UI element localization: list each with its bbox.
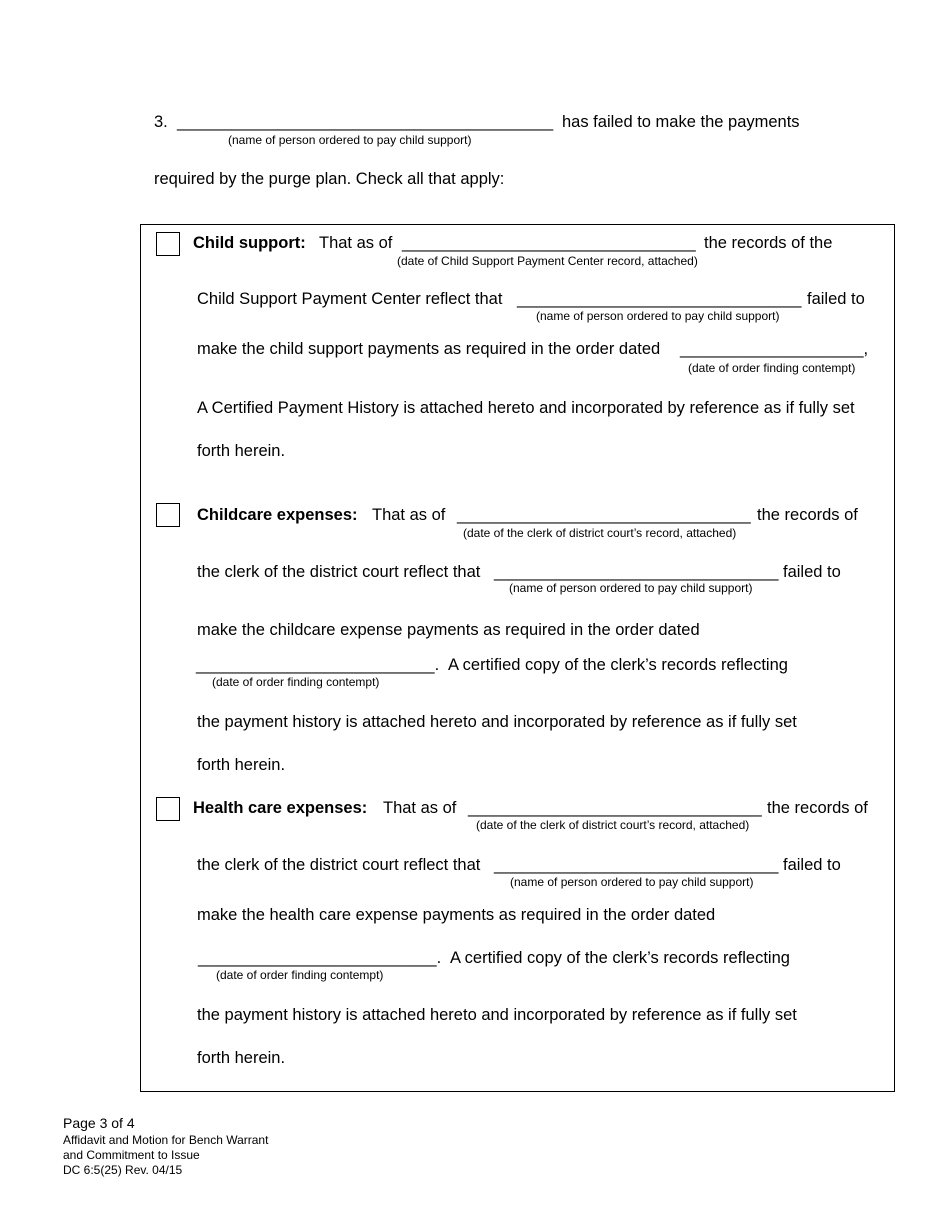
form-title-line1: Affidavit and Motion for Bench Warrant	[63, 1133, 269, 1147]
health-care-line2: the clerk of the district court reflect that	[197, 856, 481, 874]
childcare-heading: Childcare expenses:	[197, 506, 358, 524]
childcare-certified-copy-text: A certified copy of the clerk’s records reflecting	[448, 656, 788, 674]
child-support-order-date-blank[interactable]: ____________________,	[680, 340, 869, 358]
child-support-name-caption: (name of person ordered to pay child support)	[536, 309, 780, 323]
child-support-that-as-of: That as of	[319, 234, 393, 252]
failed-payments-text: has failed to make the payments	[562, 113, 800, 131]
childcare-date-caption: (date of the clerk of district court’s record, attached)	[463, 526, 737, 540]
purge-plan-text: required by the purge plan. Check all that apply:	[154, 170, 505, 188]
childcare-failed-to: failed to	[783, 563, 841, 581]
child-support-date-caption: (date of Child Support Payment Center record, attached)	[397, 254, 698, 268]
child-support-date-blank[interactable]: ________________________________	[402, 234, 696, 252]
health-care-order-date-blank[interactable]: __________________________.	[198, 949, 442, 967]
health-care-line6: forth herein.	[197, 1049, 286, 1067]
health-care-name-caption: (name of person ordered to pay child support)	[510, 875, 754, 889]
health-care-heading: Health care expenses:	[193, 799, 368, 817]
childcare-checkbox[interactable]	[156, 503, 180, 527]
health-care-that-as-of: That as of	[383, 799, 457, 817]
childcare-name-blank[interactable]: _______________________________	[494, 563, 779, 581]
item-number: 3.	[154, 113, 168, 131]
child-support-line2: Child Support Payment Center reflect that	[197, 290, 503, 308]
health-care-checkbox[interactable]	[156, 797, 180, 821]
child-support-line4: A Certified Payment History is attached hereto and incorporated by reference as if fully set	[197, 399, 855, 417]
child-support-line5: forth herein.	[197, 442, 286, 460]
health-care-line5: the payment history is attached hereto and incorporated by reference as if fully set	[197, 1006, 797, 1024]
person-name-caption: (name of person ordered to pay child support)	[228, 133, 472, 147]
health-care-date-blank[interactable]: ________________________________	[468, 799, 762, 817]
health-care-name-blank[interactable]: _______________________________	[494, 856, 779, 874]
childcare-order-date-caption: (date of order finding contempt)	[212, 675, 380, 689]
child-support-name-blank[interactable]: _______________________________	[517, 290, 802, 308]
page-number: Page 3 of 4	[63, 1115, 135, 1131]
health-care-certified-copy-text: A certified copy of the clerk’s records reflecting	[450, 949, 790, 967]
health-care-date-caption: (date of the clerk of district court’s record, attached)	[476, 818, 750, 832]
child-support-line3: make the child support payments as required in the order dated	[197, 340, 661, 358]
childcare-date-blank[interactable]: ________________________________	[457, 506, 751, 524]
childcare-name-caption: (name of person ordered to pay child support)	[509, 581, 753, 595]
child-support-checkbox[interactable]	[156, 232, 180, 256]
child-support-order-date-caption: (date of order finding contempt)	[688, 361, 856, 375]
childcare-line5: the payment history is attached hereto and incorporated by reference as if fully set	[197, 713, 797, 731]
form-number: DC 6:5(25) Rev. 04/15	[63, 1163, 183, 1177]
child-support-records-text: the records of the	[704, 234, 833, 252]
health-care-line3: make the health care expense payments as required in the order dated	[197, 906, 716, 924]
health-care-order-date-caption: (date of order finding contempt)	[216, 968, 384, 982]
childcare-line6: forth herein.	[197, 756, 286, 774]
childcare-order-date-blank[interactable]: __________________________.	[196, 656, 440, 674]
person-name-blank[interactable]: _________________________________________	[177, 113, 554, 131]
childcare-line3: make the childcare expense payments as required in the order dated	[197, 621, 700, 639]
health-care-failed-to: failed to	[783, 856, 841, 874]
childcare-records-text: the records of	[757, 506, 858, 524]
child-support-failed-to: failed to	[807, 290, 865, 308]
form-title-line2: and Commitment to Issue	[63, 1148, 200, 1162]
health-care-records-text: the records of	[767, 799, 868, 817]
childcare-that-as-of: That as of	[372, 506, 446, 524]
childcare-line2: the clerk of the district court reflect that	[197, 563, 481, 581]
child-support-heading: Child support:	[193, 234, 306, 252]
